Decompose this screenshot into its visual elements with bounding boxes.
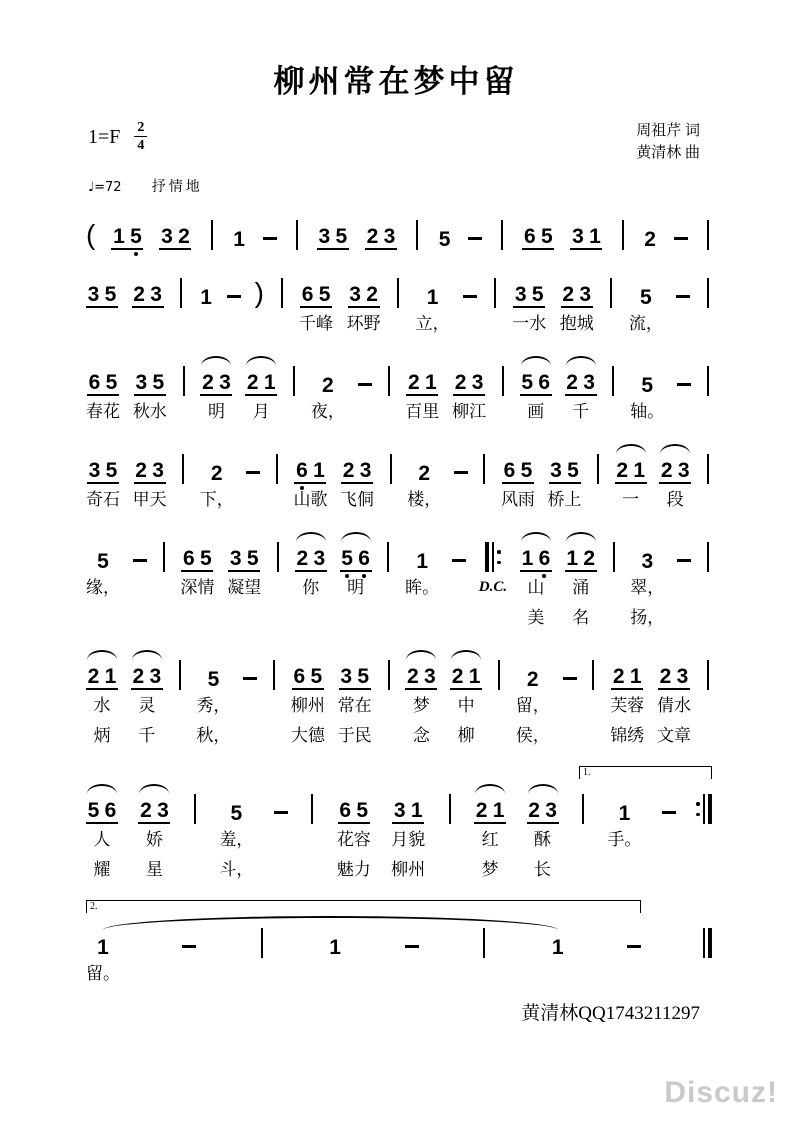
repeat-end-sign: [696, 782, 712, 884]
lyric: 千: [572, 402, 590, 421]
slur-arc: [566, 532, 596, 542]
note: 5 秀， 秋，: [196, 648, 230, 750]
note: 2 3 你: [295, 530, 327, 632]
lyric: 缘，: [86, 578, 120, 597]
barline: [704, 354, 712, 426]
note: 1: [551, 936, 564, 959]
lyric: 一水: [512, 314, 547, 333]
lyric: 下，: [199, 490, 234, 509]
dash-prolong: [468, 208, 482, 250]
lyric-verse2: 星: [145, 860, 163, 879]
music-system: [86, 442, 712, 514]
volta-bracket: [86, 900, 641, 913]
lyric-verse2: 文章: [657, 726, 691, 745]
barline: [274, 530, 282, 632]
lyric: 梦: [412, 696, 430, 715]
note: 5 6 明: [340, 530, 372, 632]
lyricist-credit: 周祖芹 词: [636, 123, 700, 139]
lyric-verse2: 斗，: [219, 860, 254, 879]
note: 2 3 倩水 文章: [657, 648, 691, 750]
lyric: 倩水: [657, 696, 691, 715]
barline: [704, 530, 712, 632]
lyric: 楼，: [407, 490, 442, 509]
note: 2 3 灵 千: [131, 648, 163, 750]
note: 6 5 千峰: [299, 266, 333, 338]
dash-prolong: [133, 530, 147, 632]
note: 1 6 山 美: [520, 530, 552, 632]
note: 6 5 花容 魅力: [337, 782, 371, 884]
slur-arc: [660, 444, 690, 454]
note: 1 留。: [86, 916, 120, 988]
lyric: 流，: [628, 314, 663, 333]
note: 3 5 奇石: [86, 442, 120, 514]
lyric: 环野: [346, 314, 381, 333]
footer-contact: 黄清林QQ1743211297: [521, 1003, 700, 1024]
lyric-verse2: 秋，: [196, 726, 231, 745]
note: 6 5 柳州 大德: [291, 648, 325, 750]
note: 3 1 月貌 柳州: [391, 782, 425, 884]
dash-prolong: [454, 442, 468, 514]
note: 2 1 一: [615, 442, 647, 514]
lyric: 眸。: [405, 578, 440, 597]
note: 1 2 涌 名: [565, 530, 597, 632]
lyric: 山歌: [293, 490, 328, 509]
note: 5 缘，: [86, 530, 120, 632]
note: 6 5: [524, 225, 553, 248]
lyric: 水: [93, 696, 111, 715]
lyric-verse2: 念: [412, 726, 430, 745]
tempo-marking: [0, 178, 792, 196]
lyric-verse2: 炳: [93, 726, 111, 745]
lyric: 春花: [86, 402, 120, 421]
note: 2 留， 侯，: [516, 648, 550, 750]
dash-prolong: [677, 530, 691, 632]
lyric-verse2: 柳州: [391, 860, 426, 879]
lyric-verse2: 梦: [481, 860, 499, 879]
barline: [704, 208, 712, 250]
slur-arc: [521, 532, 551, 542]
lyric: 甲天: [132, 490, 167, 509]
dash-prolong: [463, 266, 477, 338]
note: 3 2: [161, 225, 190, 248]
note: 1: [233, 228, 245, 251]
barline: [273, 442, 281, 514]
lyric-verse2: 柳: [457, 726, 475, 745]
volta-label: 1.: [583, 767, 591, 778]
slur-arc: [87, 650, 117, 660]
note: 3 5: [318, 225, 348, 248]
note: 3 1: [572, 225, 601, 248]
barline: [499, 354, 507, 426]
music-system: [86, 900, 712, 988]
lyric: 常在: [337, 696, 372, 715]
repeat-start-sign: [479, 530, 507, 632]
slur-arc: [475, 784, 505, 794]
lyric: 花容: [336, 830, 371, 849]
barline: [480, 442, 488, 514]
dash-prolong: [676, 266, 690, 338]
barline: [179, 442, 187, 514]
slur-arc: [528, 784, 558, 794]
dash-prolong: [452, 530, 466, 632]
lyric-verse2: 耀: [93, 860, 111, 879]
note: 3 5 秋水: [133, 354, 167, 426]
barline: [704, 648, 712, 750]
note: 1 手。: [607, 782, 641, 884]
slur-arc: [87, 784, 117, 794]
lyric: 羞，: [219, 830, 254, 849]
lyric: 深情: [180, 578, 215, 597]
note: 2 1 红 梦: [474, 782, 506, 884]
note: 2 1 月: [245, 354, 277, 426]
barline: [394, 266, 402, 338]
lyric: 秀，: [196, 696, 231, 715]
note: 2 3 酥 长: [527, 782, 559, 884]
note: 3 5: [87, 283, 117, 306]
lyric-verse2: 魅力: [336, 860, 371, 879]
note: 2 3 梦 念: [405, 648, 437, 750]
barline: [278, 266, 286, 338]
lyric: D.C.: [478, 579, 508, 595]
note: 3 翠， 扬，: [630, 530, 664, 632]
note: 2 夜，: [311, 354, 345, 426]
note: 2 3: [133, 283, 162, 306]
note: 1 眸。: [405, 530, 439, 632]
note: 2 3 娇 星: [138, 782, 170, 884]
note: 2 楼，: [407, 442, 441, 514]
lyric: 立，: [415, 314, 450, 333]
note: 2 1 百里: [405, 354, 439, 426]
music-system: [86, 530, 712, 632]
note: 2 3 飞侗: [340, 442, 374, 514]
note: 6 5 春花: [86, 354, 120, 426]
note: 2 3: [366, 225, 396, 248]
lyric: 山: [527, 578, 545, 597]
score: [0, 208, 792, 988]
barline: [180, 354, 188, 426]
lyric-verse2: 大德: [290, 726, 325, 745]
volta-bracket: [579, 766, 712, 779]
lyric: 酥: [534, 830, 552, 849]
lyric: 红: [481, 830, 499, 849]
lyric: 千峰: [299, 314, 334, 333]
barline: [589, 648, 597, 750]
lyric: 一: [622, 490, 640, 509]
metronome-mark: ♩=72: [88, 180, 122, 195]
barline: [498, 208, 506, 250]
composer-credit: 黄清林 曲: [636, 145, 700, 161]
note: 5 流，: [629, 266, 663, 338]
music-system: [86, 648, 712, 750]
note: 2 3 段: [659, 442, 691, 514]
barline: [704, 266, 712, 338]
lyric-verse2: 美: [527, 608, 545, 627]
lyric-verse2: 千: [138, 726, 156, 745]
barline: [385, 648, 393, 750]
lyric: 风雨: [500, 490, 535, 509]
note: 2 3 千: [565, 354, 597, 426]
lyric: 段: [666, 490, 684, 509]
barline: [495, 648, 503, 750]
note: 1: [329, 936, 341, 959]
lyric-verse2: 于民: [337, 726, 372, 745]
lyric: 芙蓉: [610, 696, 645, 715]
lyric: 柳州: [290, 696, 325, 715]
note: 1 立，: [416, 266, 450, 338]
music-system: [86, 266, 712, 338]
volta-label: 2.: [90, 901, 98, 912]
note: 2 3 柳江: [452, 354, 486, 426]
lyric-verse2: 名: [572, 608, 590, 627]
barline: [384, 530, 392, 632]
dash-prolong: [627, 916, 641, 988]
barline: [491, 266, 499, 338]
lyric: 月: [252, 402, 270, 421]
dash-prolong: [563, 648, 577, 750]
music-system: [86, 354, 712, 426]
time-signature: [134, 120, 147, 153]
dash-prolong: [274, 782, 288, 884]
barline: [579, 782, 587, 884]
lyric: 桥上: [547, 490, 582, 509]
dash-prolong: [263, 208, 277, 250]
meta-row: [0, 120, 792, 164]
dash-prolong: [246, 442, 260, 514]
lyric: 你: [302, 578, 320, 597]
note: 3 5 一水: [512, 266, 546, 338]
lyric-verse2: 扬，: [630, 608, 665, 627]
note: 5 羞， 斗，: [219, 782, 253, 884]
open-paren: (: [86, 219, 96, 250]
slur-arc: [521, 356, 551, 366]
note: 6 5 风雨: [501, 442, 535, 514]
song-title: 柳州常在梦中留: [273, 64, 519, 99]
time-numerator: 2: [134, 120, 147, 137]
key-signature: [88, 120, 147, 153]
slur-arc: [296, 532, 326, 542]
barline: [387, 442, 395, 514]
music-system: [86, 208, 712, 250]
barline: [413, 208, 421, 250]
slur-arc: [616, 444, 646, 454]
note: 5 轴。: [630, 354, 664, 426]
dash-prolong: [227, 266, 241, 338]
barline: [176, 648, 184, 750]
barline: [609, 354, 617, 426]
slur-arc: [566, 356, 596, 366]
note: 2 3 甲天: [133, 442, 167, 514]
dash-prolong: [243, 648, 257, 750]
lyric: 明: [207, 402, 225, 421]
time-denominator: 4: [137, 138, 145, 153]
barline: [293, 208, 301, 250]
note: 1: [200, 286, 212, 309]
dash-prolong: [677, 354, 691, 426]
dash-prolong: [358, 354, 372, 426]
lyric: 涌: [572, 578, 590, 597]
lyric-verse2: 锦绣: [610, 726, 645, 745]
barline: [385, 354, 393, 426]
lyric: 轴。: [630, 402, 665, 421]
barline: [270, 648, 278, 750]
barline: [308, 782, 316, 884]
lyric: 留，: [515, 696, 550, 715]
note: 2 3 明: [200, 354, 232, 426]
note: 5: [438, 228, 451, 251]
note: 2 下，: [200, 442, 234, 514]
note: 6 5 深情: [180, 530, 214, 632]
lyric: 百里: [405, 402, 440, 421]
final-barline: [703, 916, 712, 988]
lyric-verse2: 侯，: [515, 726, 550, 745]
barline: [704, 442, 712, 514]
slur-arc: [201, 356, 231, 366]
note: 2 1 芙蓉 锦绣: [610, 648, 644, 750]
lyric: 奇石: [86, 490, 120, 509]
slur-arc: [451, 650, 481, 660]
barline: [208, 208, 216, 250]
music-system: [86, 766, 712, 884]
lyric: 人: [93, 830, 111, 849]
dash-prolong: [674, 208, 688, 250]
expression-mark: 抒情地: [151, 178, 203, 194]
note: 5 6 画: [520, 354, 552, 426]
barline: [177, 266, 185, 338]
slur-arc: [246, 356, 276, 366]
note: 3 5 常在 于民: [338, 648, 372, 750]
barline: [191, 782, 199, 884]
note: 5 6 人 耀: [86, 782, 118, 884]
lyric: 凝望: [227, 578, 262, 597]
lyric: 月貌: [391, 830, 426, 849]
barline: [446, 782, 454, 884]
lyric: 翠，: [630, 578, 665, 597]
note: 3 5 桥上: [548, 442, 582, 514]
note: 6 1 山歌: [293, 442, 327, 514]
lyric: 留。: [86, 964, 120, 983]
dash-prolong: [662, 782, 676, 884]
barline: [607, 266, 615, 338]
barline: [594, 442, 602, 514]
lyric: 柳江: [452, 402, 487, 421]
slur-arc: [132, 650, 162, 660]
lyric: 明: [347, 578, 365, 597]
note: 1 5: [113, 225, 142, 248]
note: 2 1 水 炳: [86, 648, 118, 750]
note: 3 2 环野: [347, 266, 381, 338]
lyric: 夜，: [310, 402, 345, 421]
barline: [160, 530, 168, 632]
lyric: 抱城: [559, 314, 594, 333]
note: 2 1 中 柳: [450, 648, 482, 750]
lyric: 手。: [607, 830, 642, 849]
close-paren: ): [254, 277, 264, 308]
barline: [290, 354, 298, 426]
note: 3 5 凝望: [227, 530, 261, 632]
slur-arc: [139, 784, 169, 794]
barline: [619, 208, 627, 250]
key-label: 1=F: [88, 125, 121, 148]
note: 2: [644, 228, 656, 251]
slur-arc: [406, 650, 436, 660]
lyric-verse2: 长: [534, 860, 552, 879]
lyric: 灵: [138, 696, 156, 715]
lyric: 秋水: [132, 402, 167, 421]
credits: [636, 120, 700, 164]
lyric: 飞侗: [340, 490, 375, 509]
discuz-watermark: Discuz!: [664, 1076, 778, 1109]
lyric: 娇: [145, 830, 163, 849]
slur-arc: [341, 532, 371, 542]
lyric: 画: [527, 402, 545, 421]
note: 2 3 抱城: [560, 266, 594, 338]
lyric: 中: [457, 696, 475, 715]
barline: [610, 530, 618, 632]
